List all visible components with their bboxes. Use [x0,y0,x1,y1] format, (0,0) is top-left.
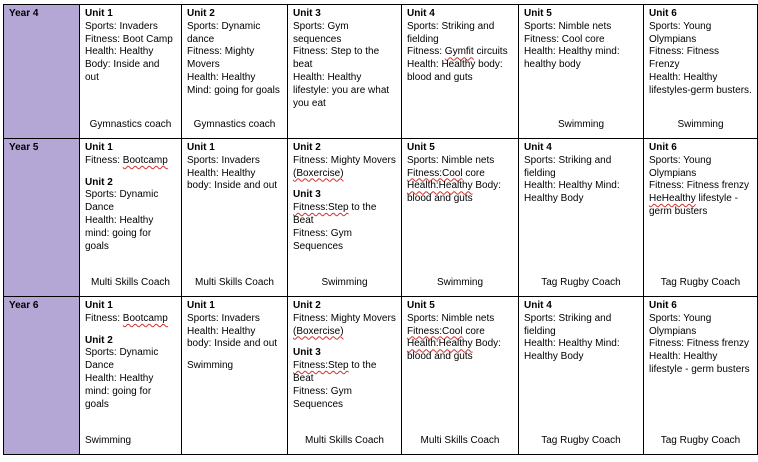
unit-detail: Health: Healthy lifestyle: you are what you eat [293,71,390,109]
unit-cell [519,5,644,139]
unit-cell [519,139,644,297]
unit-detail: Sports: Nimble nets [524,20,612,32]
unit-detail: Sports: Nimble nets [407,154,495,166]
unit-detail: Sports: Invaders [85,20,158,32]
unit-cell [182,139,288,297]
unit-detail: Fitness: Step to the beat [293,46,380,71]
unit-heading: Unit 2 [293,300,321,311]
unit-detail: Fitness:Cool core [407,167,485,179]
unit-detail: Health: Healthy mind: going for goals [85,372,154,410]
unit-detail: Health: Healthy Mind: Healthy Body [524,338,620,363]
unit-detail: Sports: Striking and fielding [407,20,495,45]
unit-detail: Health: Healthy mind: going for goals [85,214,154,252]
coach-note: Swimming [85,435,132,447]
line-gap [293,338,396,347]
unit-cell [80,297,182,455]
unit-heading: Unit 2 [85,176,113,188]
year-label: Year 4 [4,5,80,139]
unit-heading: Unit 3 [293,347,321,359]
coach-note: Swimming [436,277,484,289]
line-gap [85,326,176,335]
unit-detail: Sports: Young Olympians [649,312,712,337]
year-row [4,139,758,297]
unit-detail: HeHealthy lifestyle - germ busters [649,193,738,217]
unit-cell [288,5,402,139]
coach-note: Tag Rugby Coach [660,277,741,289]
unit-heading: Unit 1 [85,300,113,311]
unit-detail: Swimming [187,360,234,372]
unit-detail: Fitness: Gymfit circuits [407,46,508,58]
unit-detail: Health: Healthy body: blood and guts [407,59,503,83]
unit-detail: Fitness: Fitness frenzy [649,338,750,350]
unit-detail: Sports: Dynamic dance [187,20,261,45]
unit-detail: Fitness: Gym Sequences [293,227,352,252]
coach-note: Gymnastics coach [89,119,172,131]
coach-note: Tag Rugby Coach [541,277,621,289]
unit-detail: Fitness: Bootcamp [85,312,168,324]
line-gap [85,168,176,177]
unit-detail: Health: Healthy mind: healthy body [524,46,620,71]
unit-detail: Fitness: Boot Camp [85,33,173,45]
unit-detail: Health: Healthy Mind: going for goals [187,71,280,96]
year-label: Year 5 [4,139,80,297]
coach-note: Multi Skills Coach [195,277,274,289]
coach-note: Gymnastics coach [193,119,276,131]
unit-detail: Fitness: Mighty Movers (Boxercise) [293,312,396,337]
unit-heading: Unit 1 [187,300,215,311]
unit-detail: Health:Healthy Body: blood and guts [407,180,501,205]
unit-detail: Health: Healthy Mind: Healthy Body [524,180,620,205]
unit-detail: Fitness:Cool core [407,325,485,337]
coach-note: Tag Rugby Coach [541,435,621,447]
unit-cell [402,297,519,455]
unit-heading: Unit 5 [524,8,552,19]
unit-detail: Sports: Young Olympians [649,20,712,45]
unit-detail: Fitness: Mighty Movers (Boxercise) [293,154,396,179]
unit-cell [288,297,402,455]
unit-heading: Unit 1 [85,8,113,19]
unit-detail: Sports: Striking and fielding [524,154,612,179]
unit-heading: Unit 1 [85,142,113,153]
unit-detail: Fitness: Fitness frenzy [649,180,750,192]
unit-detail: Sports: Striking and fielding [524,312,612,337]
unit-heading: Unit 4 [407,8,435,19]
unit-heading: Unit 3 [293,189,321,201]
coach-note: Swimming [321,277,368,289]
unit-heading: Unit 4 [524,142,552,153]
unit-heading: Unit 5 [407,142,435,153]
unit-heading: Unit 2 [85,334,113,346]
unit-cell [182,5,288,139]
unit-detail: Health:Healthy Body: blood and guts [407,338,501,363]
unit-cell [182,297,288,455]
unit-cell [644,139,758,297]
unit-detail: Sports: Nimble nets [407,312,495,324]
coach-note: Swimming [557,119,605,131]
unit-heading: Unit 4 [524,300,552,311]
unit-detail: Sports: Young Olympians [649,154,712,179]
unit-heading: Unit 2 [187,8,215,19]
unit-detail: Sports: Invaders [187,154,260,166]
unit-detail: Sports: Invaders [187,312,260,324]
unit-cell [519,297,644,455]
unit-detail: Sports: Dynamic Dance [85,189,159,214]
pe-curriculum-table [3,4,758,455]
unit-heading: Unit 1 [187,142,215,153]
unit-detail: Fitness: Cool core [524,33,605,45]
coach-note: Multi Skills Coach [420,435,500,447]
unit-cell [288,139,402,297]
unit-heading: Unit 6 [649,300,677,311]
unit-heading: Unit 5 [407,300,435,311]
unit-detail: Health: Healthy lifestyles-germ busters. [649,71,752,96]
unit-heading: Unit 3 [293,8,321,19]
unit-detail: Health: Healthy Body: Inside and out [85,46,160,83]
unit-detail: Sports: Gym sequences [293,20,349,45]
coach-note: Swimming [677,119,724,131]
line-gap [187,351,282,360]
coach-note: Tag Rugby Coach [660,435,741,447]
unit-detail: Fitness: Gym Sequences [293,385,352,410]
unit-detail: Fitness: Bootcamp [85,154,168,166]
unit-heading: Unit 6 [649,142,677,153]
unit-detail: Fitness:Step to the Beat [293,202,377,226]
unit-cell [644,5,758,139]
unit-detail: Health: Healthy body: Inside and out [187,325,278,350]
coach-note: Multi Skills Coach [91,277,170,289]
unit-detail: Health: Healthy body: Inside and out [187,167,278,192]
year-row [4,297,758,455]
line-gap [293,180,396,189]
unit-cell [80,139,182,297]
unit-detail: Sports: Dynamic Dance [85,347,159,372]
unit-detail: Fitness: Mighty Movers [187,46,255,71]
unit-detail: Fitness:Step to the Beat [293,360,377,384]
unit-heading: Unit 6 [649,8,677,19]
coach-note: Multi Skills Coach [305,435,384,447]
unit-detail: Health: Healthy lifestyle - germ busters [649,351,750,375]
unit-heading: Unit 2 [293,142,321,153]
unit-cell [402,5,519,139]
unit-cell [402,139,519,297]
unit-detail: Fitness: Fitness Frenzy [649,46,720,71]
unit-cell [80,5,182,139]
year-label: Year 6 [4,297,80,455]
unit-cell [644,297,758,455]
year-row [4,5,758,139]
